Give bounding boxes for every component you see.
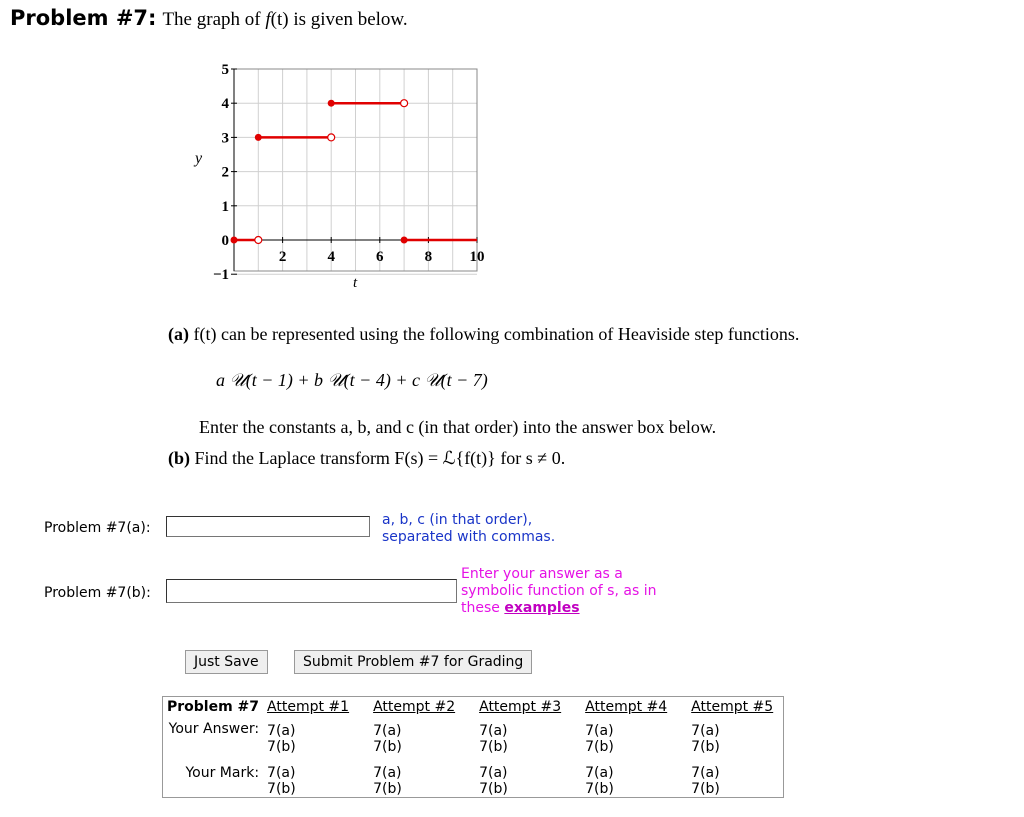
y-tick-label: 3: [221, 130, 229, 147]
attempt-1-link[interactable]: Attempt #1: [267, 699, 350, 715]
just-save-button[interactable]: Just Save: [185, 650, 268, 674]
y-tick-labels: [213, 62, 237, 283]
y-tick-label: 2: [221, 164, 229, 181]
attempt-2-mark: 7(a) 7(b): [373, 765, 402, 797]
answer-a-hint: a, b, c (in that order), separated with commas.: [382, 512, 556, 545]
y-tick-label: 1: [221, 198, 229, 215]
x-tick-label: 2: [278, 249, 287, 265]
open-point: [255, 237, 262, 244]
problem-heading: Problem #7:: [10, 6, 157, 30]
attempt-1-mark: 7(a) 7(b): [267, 765, 296, 797]
answer-a-input[interactable]: [166, 516, 370, 537]
open-point: [401, 100, 408, 107]
attempt-2-link[interactable]: Attempt #2: [373, 699, 456, 715]
step-function-graph: [0, 0, 1024, 300]
y-axis-label: y: [195, 150, 203, 167]
attempt-4-mark: 7(a) 7(b): [585, 765, 614, 797]
x-tick-label: 8: [424, 249, 433, 265]
answer-b-input[interactable]: [166, 579, 457, 603]
part-b-statement: (b) Find the Laplace transform F(s) = ℒ{f(t)} for s ≠ 0.: [168, 448, 566, 468]
attempt-5-mark: 7(a) 7(b): [691, 765, 720, 797]
submit-button[interactable]: Submit Problem #7 for Grading: [294, 650, 532, 674]
attempt-3-link[interactable]: Attempt #3: [479, 699, 562, 715]
x-tick-label: 6: [376, 249, 384, 265]
answer-a-label: Problem #7(a):: [44, 520, 151, 536]
your-answer-row: [163, 717, 784, 755]
attempt-4-link[interactable]: Attempt #4: [585, 699, 668, 715]
heaviside-expression: a 𝒰(t − 1) + b 𝒰(t − 4) + c 𝒰(t − 7): [216, 370, 488, 390]
attempt-3-mark: 7(a) 7(b): [479, 765, 508, 797]
your-answer-label: Your Answer:: [168, 721, 260, 737]
graph-grid: [234, 69, 477, 274]
attempt-1-answer: 7(a) 7(b): [267, 723, 296, 755]
attempts-table: [162, 696, 784, 798]
part-a-instruction: Enter the constants a, b, and c (in that order) into the answer box below.: [199, 417, 717, 437]
y-tick-label: 0: [221, 233, 229, 249]
closed-point: [255, 134, 262, 141]
y-tick-label: 5: [221, 62, 229, 78]
closed-point: [401, 237, 408, 244]
attempts-header-row: [163, 697, 784, 718]
answer-b-label: Problem #7(b):: [44, 585, 151, 601]
closed-point: [328, 100, 335, 107]
attempts-header-lead: Problem #7: [167, 699, 260, 715]
examples-link[interactable]: examples: [504, 600, 580, 616]
attempt-2-answer: 7(a) 7(b): [373, 723, 402, 755]
closed-point: [231, 237, 238, 244]
answer-b-hint: Enter your answer as a symbolic function of s, as in these examples: [461, 566, 657, 616]
open-point: [328, 134, 335, 141]
y-tick-label: 4: [221, 96, 229, 113]
part-a-statement: (a) f(t) can be represented using the following combination of Heaviside step functions.: [168, 324, 800, 344]
x-axis-label: t: [353, 275, 358, 291]
attempt-3-answer: 7(a) 7(b): [479, 723, 508, 755]
your-mark-label: Your Mark:: [185, 765, 260, 781]
attempt-4-answer: 7(a) 7(b): [585, 723, 614, 755]
problem-statement: The graph of f(t) is given below.: [162, 9, 408, 30]
attempt-5-link[interactable]: Attempt #5: [691, 699, 774, 715]
y-tick-label: −1: [212, 267, 229, 284]
x-tick-label: 10: [469, 249, 485, 265]
your-mark-row: [163, 755, 784, 798]
x-tick-label: 4: [327, 249, 335, 265]
attempt-5-answer: 7(a) 7(b): [691, 723, 720, 755]
